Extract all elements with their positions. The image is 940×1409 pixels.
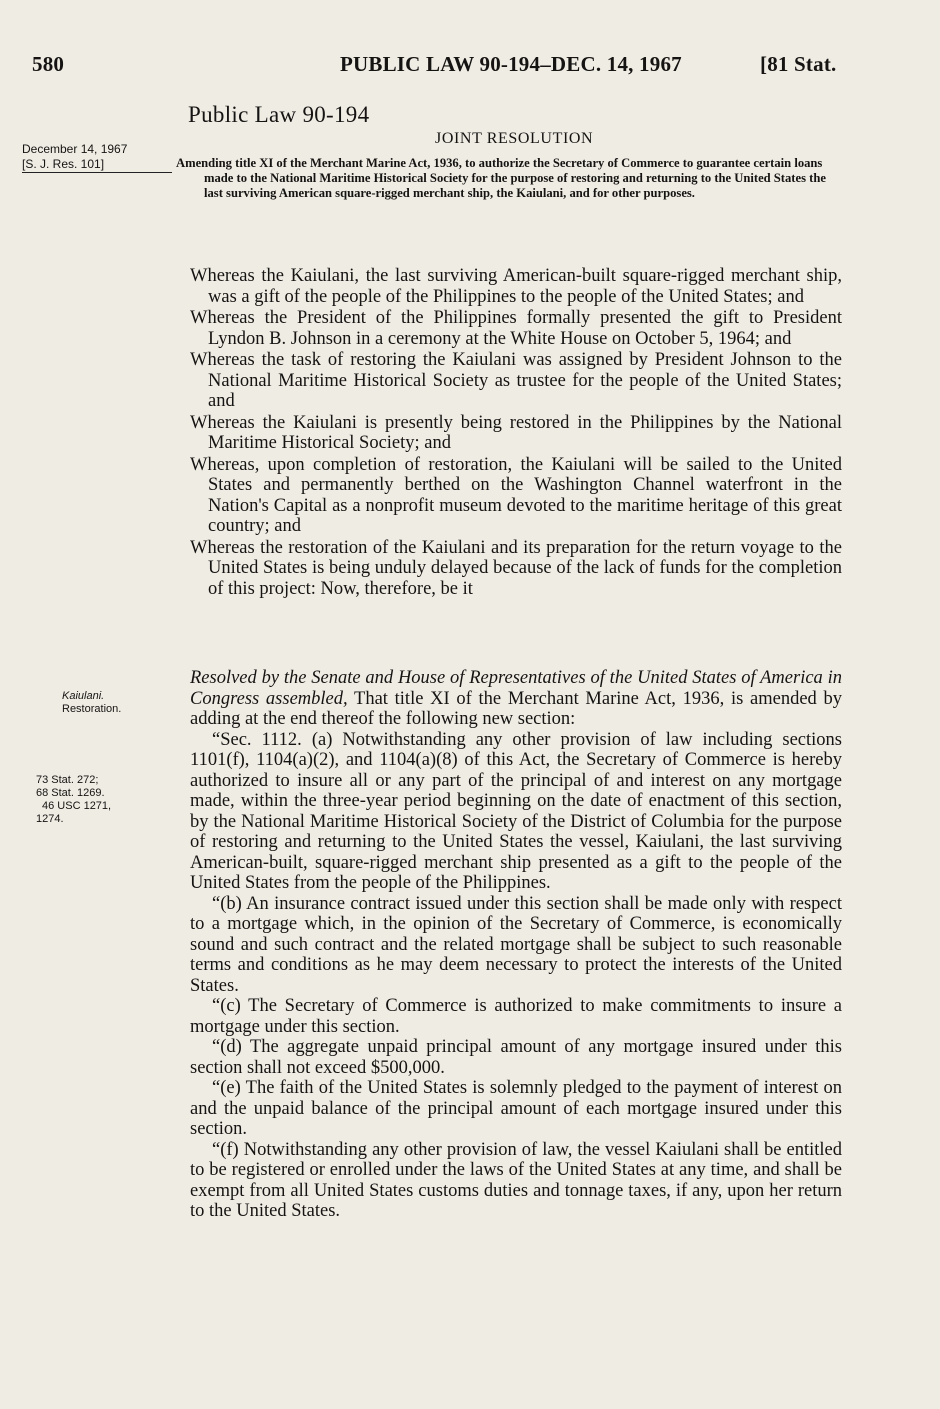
section-paragraph: “(d) The aggregate unpaid principal amount of any mortgage insured under this section shall not exceed $500,000. bbox=[190, 1037, 842, 1078]
citation: 46 USC 1271, bbox=[42, 800, 112, 812]
whereas-clause: Whereas, upon completion of restoration, the Kaiulani will be sailed to the United States and permanently berthed on the Washington Channel waterfront in the Nation's Capital as a nonprofit museum devoted to the maritime heritage of this great country; and bbox=[190, 454, 842, 536]
whereas-clause: Whereas the Kaiulani, the last surviving American-built square-rigged merchant ship, was a gift of the people of the Philippines to the people of the United States; and bbox=[190, 266, 842, 307]
enacting-text bbox=[190, 668, 842, 1222]
margin-note-subtitle: Restoration. bbox=[62, 703, 122, 715]
whereas-clauses bbox=[190, 266, 842, 600]
section-paragraph: “(e) The faith of the United States is solemnly pledged to the payment of interest on and the unpaid balance of the principal amount of each mortgage insured under this section. bbox=[190, 1078, 842, 1139]
law-title: Public Law 90-194 bbox=[188, 102, 370, 127]
whereas-clause: Whereas the restoration of the Kaiulani and its preparation for the return voyage to the United States is being unduly delayed because of the lack of funds for the completion of this project: Now, therefore, be it bbox=[190, 537, 842, 599]
section-paragraph: “(f) Notwithstanding any other provision of law, the vessel Kaiulani shall be entitled to be registered or enrolled under the laws of the United States at any time, and shall be exempt from all United States customs duties and tonnage taxes, if any, upon her return to the United States. bbox=[190, 1139, 842, 1221]
resolving-clause bbox=[190, 668, 842, 730]
whereas-clause: Whereas the President of the Philippines formally presented the gift to President Lyndon B. Johnson in a ceremony at the White House on October 5, 1964; and bbox=[190, 308, 842, 349]
section-paragraph: “Sec. 1112. (a) Notwithstanding any other provision of law including sections 1101(f), 1104(a)(2), and 1104(a)(8) of this Act, the Secretary of Commerce is hereby authorized to insure all or any part of the principal of and interest on any mortgage made, within the three-year period beginning on the date of enactment of this section, by the National Maritime Historical Society of the District of Columbia for the purpose of restoring and returning to the United States the vessel, Kaiulani, the last surviving American-built, square-rigged merchant ship presented as a gift to the people of the United States from the people of the Philippines. bbox=[190, 729, 842, 893]
margin-date: December 14, 1967 bbox=[22, 142, 128, 156]
margin-bill: [S. J. Res. 101] bbox=[22, 157, 172, 173]
resolving-clause-italic: Resolved by the Senate and House of Representatives of the United States of America in Congress assembled, bbox=[190, 668, 842, 709]
section-paragraph: “(c) The Secretary of Commerce is authorized to make commitments to insure a mortgage under this section. bbox=[190, 996, 842, 1037]
summary-text: Amending title XI of the Merchant Marine Act, 1936, to authorize the Secretary of Commerce to guarantee certain loans made to the National Maritime Historical Society for the purpose of restoring and returning to the United States the last surviving American square-rigged merchant ship, the Kaiulani, and for other purposes. bbox=[176, 156, 826, 200]
citation: 73 Stat. 272; bbox=[36, 774, 99, 786]
citation: 68 Stat. 1269. bbox=[36, 787, 105, 799]
whereas-clause: Whereas the task of restoring the Kaiulani was assigned by President Johnson to the National Maritime Historical Society as trustee for the people of the United States; and bbox=[190, 350, 842, 411]
margin-note-kaiulani bbox=[62, 690, 121, 716]
margin-citations bbox=[36, 774, 111, 826]
whereas-clause: Whereas the Kaiulani is presently being restored in the Philippines by the National Maritime Historical Society; and bbox=[190, 412, 842, 453]
resolving-clause-rest: That title XI of the Merchant Marine Act, 1936, is amended by adding at the end thereof the following new section: bbox=[190, 688, 842, 729]
resolution-summary bbox=[176, 156, 842, 201]
citation: 1274. bbox=[36, 813, 64, 825]
running-title: PUBLIC LAW 90-194–DEC. 14, 1967 bbox=[340, 52, 682, 76]
statute-reference: [81 Stat. bbox=[760, 52, 837, 76]
resolution-heading: JOINT RESOLUTION bbox=[435, 130, 594, 147]
margin-date-note bbox=[22, 142, 172, 173]
margin-note-title: Kaiulani. bbox=[62, 690, 105, 702]
section-paragraph: “(b) An insurance contract issued under this section shall be made only with respect to a mortgage which, in the opinion of the Secretary of Commerce, is economically sound and such contract and the related mortgage shall be subject to such reasonable terms and conditions as he may deem necessary to protect the interests of the United States. bbox=[190, 893, 842, 996]
page-number: 580 bbox=[32, 52, 65, 76]
